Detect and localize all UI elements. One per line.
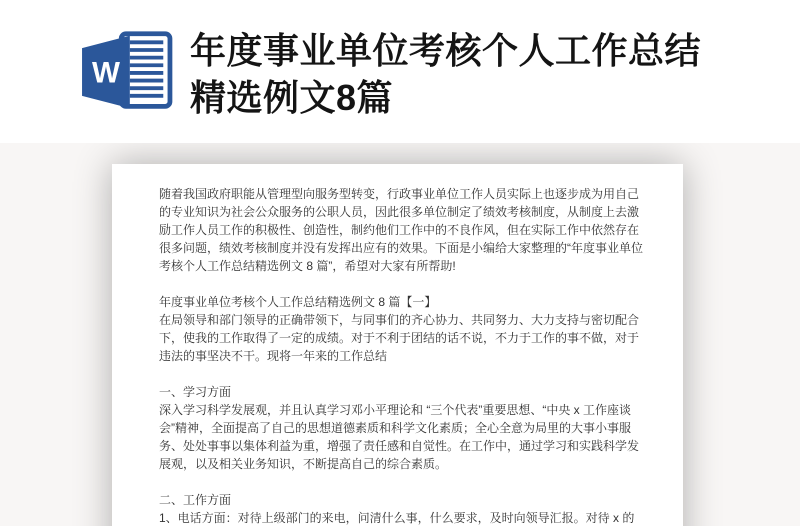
- document-paragraph: 在局领导和部门领导的正确带领下，与同事们的齐心协力、共同努力、大力支持与密切配合下，使我的工作取得了一定的成绩。对于不利于团结的话不说，不力于工作的事不做，对于违法的事坚决不干。现将一年来的工作总结: [159, 313, 640, 363]
- section-title: 一、学习方面: [159, 385, 232, 399]
- document-body: [159, 185, 643, 526]
- document-paragraph: 深入学习科学发展观，并且认真学习邓小平理论和 “三个代表”重要思想、“中央 x 工作座谈会”精神，全面提高了自己的思想道德素质和科学文化素质；全心全意为局里的大事小事服务、处处事事以集体利益为重，增强了责任感和自觉性。在工作中，通过学习和实践科学发展观，以及相关业务知识，不断提高自己的综合素质。: [159, 403, 640, 471]
- document-paragraph: 1、电话方面：对待上级部门的来电，问清什么事，什么要求，及时向领导汇报。对待 x 的: [159, 511, 635, 525]
- word-icon-glyph: [78, 28, 174, 114]
- word-icon: [78, 28, 174, 114]
- document-preview-card: [112, 164, 683, 526]
- page-title: 年度事业单位考核个人工作总结精选例文8篇: [190, 30, 702, 118]
- section-title: 二、工作方面: [159, 493, 232, 507]
- word-icon-letter: W: [91, 56, 120, 90]
- page-header: [0, 0, 800, 143]
- document-paragraph: 随着我国政府职能从管理型向服务型转变，行政事业单位工作人员实际上也逐步成为用自己的专业知识为社会公众服务的公职人员，因此很多单位制定了绩效考核制度，从制度上去激励工作人员工作的积极性、创造性，制约他们工作中的不良作风，但在实际工作中依然存在很多问题，绩效考核制度并没有发挥出应有的效果。下面是小编给大家整理的“年度事业单位考核个人工作总结精选例文 8 篇”，希望对大家有所帮助!: [159, 187, 643, 273]
- section-title: 年度事业单位考核个人工作总结精选例文 8 篇【一】: [159, 295, 437, 309]
- content-area: [0, 143, 800, 526]
